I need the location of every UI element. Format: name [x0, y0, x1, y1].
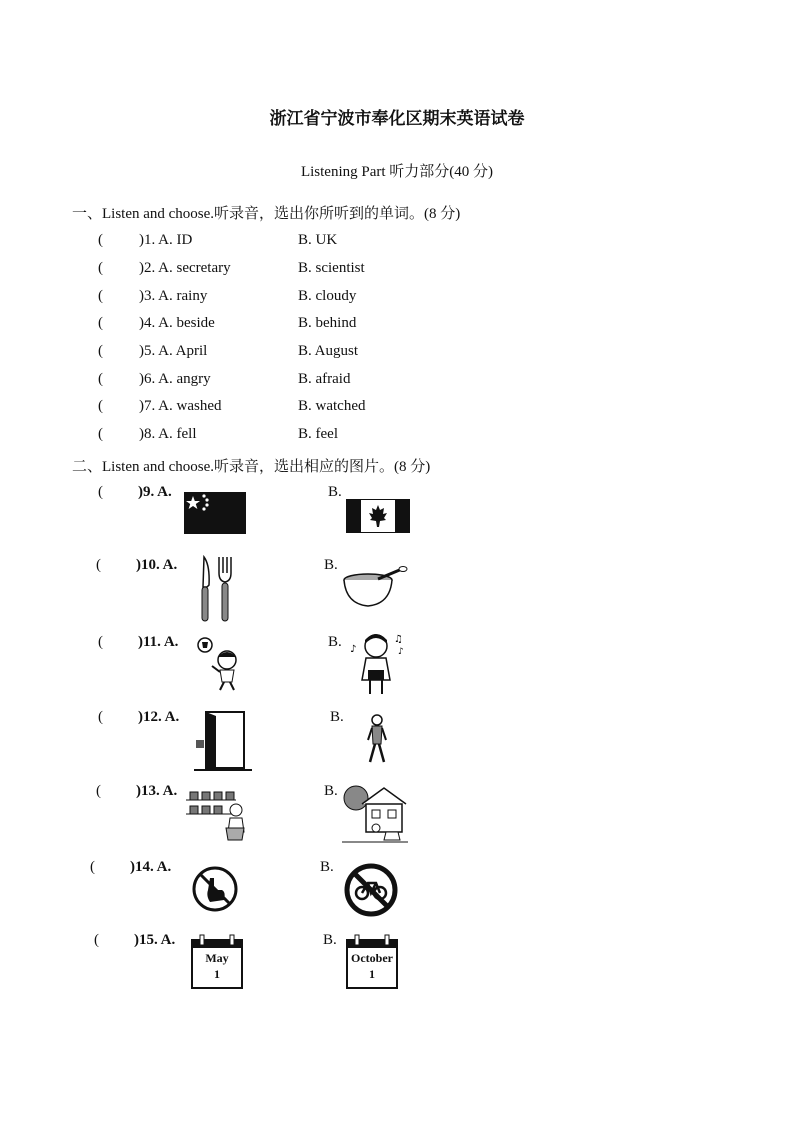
q4-option-a: )4. A. beside: [139, 315, 215, 331]
q10-option-b: B.: [324, 557, 338, 573]
calendar-month-label: May: [205, 951, 229, 965]
q8-option-b: B. feel: [298, 426, 338, 442]
knife-fork-picture[interactable]: [194, 555, 238, 623]
q4-option-b: B. behind: [298, 315, 357, 331]
answer-paren[interactable]: (: [96, 557, 101, 573]
calendar-day-label: 1: [214, 967, 220, 981]
no-bicycles-sign-picture[interactable]: [344, 863, 398, 917]
q14-option-b: B.: [320, 859, 334, 875]
q14-label: )14. A.: [130, 859, 172, 875]
q10-label: )10. A.: [136, 557, 178, 573]
q3-option-a: )3. A. rainy: [139, 288, 208, 304]
section1-heading: 一、Listen and choose.听录音，选出你所听到的单词。(8 分): [72, 206, 461, 222]
answer-paren[interactable]: (: [98, 484, 103, 500]
q5-option-b: B. August: [298, 343, 359, 359]
q12-label: )12. A.: [138, 709, 180, 725]
q2-option-b: B. scientist: [298, 260, 365, 276]
q1-option-b: B. UK: [298, 232, 338, 248]
calendar-may-picture[interactable]: [190, 934, 244, 990]
page-subtitle: Listening Part 听力部分(40 分): [300, 164, 494, 180]
answer-paren[interactable]: (: [98, 398, 103, 414]
answer-paren[interactable]: (: [98, 288, 103, 304]
answer-paren[interactable]: (: [94, 932, 99, 948]
q6-option-a: )6. A. angry: [139, 371, 211, 387]
section2-heading: 二、Listen and choose.听录音，选出相应的图片。(8 分): [72, 459, 431, 475]
house-tree-picture[interactable]: [342, 784, 408, 844]
svg-text:♫: ♫: [394, 634, 403, 645]
man-walking-picture[interactable]: [362, 714, 392, 766]
q15-label: )15. A.: [134, 932, 176, 948]
answer-paren[interactable]: (: [98, 371, 103, 387]
answer-paren[interactable]: (: [98, 232, 103, 248]
q11-label: )11. A.: [138, 634, 179, 650]
q3-option-b: B. cloudy: [298, 288, 357, 304]
china-flag-picture[interactable]: [184, 492, 246, 534]
no-touching-sign-picture[interactable]: [192, 866, 238, 912]
answer-paren[interactable]: (: [98, 343, 103, 359]
q5-option-a: )5. A. April: [139, 343, 208, 359]
q12-option-b: B.: [330, 709, 344, 725]
answer-paren[interactable]: (: [96, 783, 101, 799]
q8-option-a: )8. A. fell: [139, 426, 197, 442]
girl-singing-picture[interactable]: [348, 630, 410, 698]
page-title: 浙江省宁波市奉化区期末英语试卷: [269, 109, 525, 129]
calendar-october-picture[interactable]: [345, 934, 399, 990]
q13-label: )13. A.: [136, 783, 178, 799]
answer-paren[interactable]: (: [90, 859, 95, 875]
answer-paren[interactable]: (: [98, 260, 103, 276]
svg-text:♪: ♪: [350, 644, 357, 655]
open-door-picture[interactable]: [194, 710, 252, 772]
q7-option-b: B. watched: [298, 398, 366, 414]
q15-option-b: B.: [323, 932, 337, 948]
shop-shelves-picture[interactable]: [186, 786, 250, 844]
q9-option-b: B.: [328, 484, 342, 500]
bowl-spoon-picture[interactable]: [342, 566, 408, 612]
calendar-month-label: October: [351, 951, 393, 965]
q13-option-b: B.: [324, 783, 338, 799]
q1-option-a: )1. A. ID: [139, 232, 193, 248]
canada-flag-picture[interactable]: [346, 499, 410, 533]
q9-label: )9. A.: [138, 484, 172, 500]
answer-paren[interactable]: (: [98, 634, 103, 650]
q2-option-a: )2. A. secretary: [139, 260, 231, 276]
q7-option-a: )7. A. washed: [139, 398, 222, 414]
boy-ball-picture[interactable]: [196, 636, 242, 692]
q6-option-b: B. afraid: [298, 371, 351, 387]
calendar-day-label: 1: [369, 967, 375, 981]
answer-paren[interactable]: (: [98, 315, 103, 331]
answer-paren[interactable]: (: [98, 426, 103, 442]
answer-paren[interactable]: (: [98, 709, 103, 725]
q11-option-b: B.: [328, 634, 342, 650]
svg-text:♪: ♪: [398, 647, 404, 657]
